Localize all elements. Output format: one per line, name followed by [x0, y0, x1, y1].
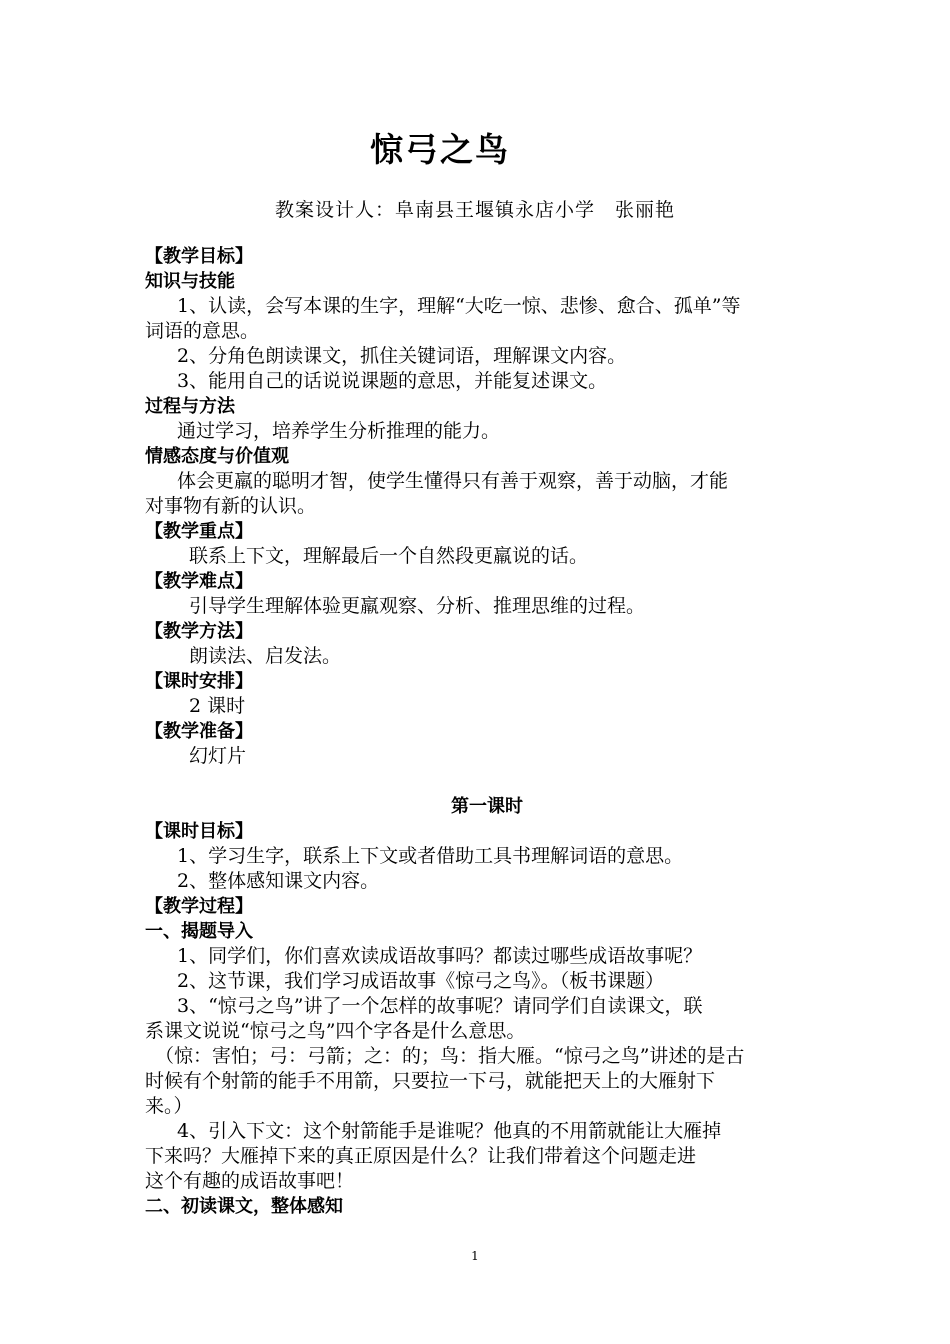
section-heading-schedule: 【课时安排】: [145, 671, 253, 692]
section-heading-methods: 【教学方法】: [145, 621, 253, 642]
paragraph-line: 来。）: [145, 1095, 193, 1117]
paragraph-line: 1、学习生字，联系上下文或者借助工具书理解词语的意思。: [177, 845, 684, 867]
paragraph-line: 2、这节课，我们学习成语故事《惊弓之鸟》。（板书课题）: [177, 970, 665, 992]
section-heading-teaching-process: 【教学过程】: [145, 896, 253, 917]
step-heading-first-reading: 二、初读课文，整体感知: [145, 1196, 343, 1217]
author-line: 教案设计人：阜南县王堰镇永店小学 张丽艳: [274, 199, 675, 221]
paragraph-line: 2 课时: [189, 695, 246, 717]
paragraph-line: 时候有个射箭的能手不用箭，只要拉一下弓，就能把天上的大雁射下: [145, 1070, 716, 1092]
paragraph-line: 3、“惊弓之鸟”讲了一个怎样的故事呢？请同学们自读课文，联: [177, 995, 703, 1017]
paragraph-line: （惊：害怕；弓：弓箭；之：的；鸟：指大雁。“惊弓之鸟”讲述的是古: [155, 1045, 745, 1067]
paragraph-line: 联系上下文，理解最后一个自然段更羸说的话。: [189, 545, 589, 567]
paragraph-line: 朗读法、启发法。: [189, 645, 342, 667]
paragraph-line: 词语的意思。: [145, 320, 260, 342]
paragraph-line: 引导学生理解体验更羸观察、分析、推理思维的过程。: [189, 595, 646, 617]
section-heading-difficulties: 【教学难点】: [145, 571, 253, 592]
paragraph-line: 3、能用自己的话说说课题的意思，并能复述课文。: [177, 370, 608, 392]
paragraph-line: 2、分角色朗读课文，抓住关键词语，理解课文内容。: [177, 345, 627, 367]
document-body: [145, 244, 809, 1219]
section-heading-lesson-goals: 【课时目标】: [145, 821, 253, 842]
paragraph-line: 通过学习，培养学生分析推理的能力。: [177, 420, 501, 442]
page-number: 1: [471, 1249, 479, 1263]
paragraph-line: 体会更羸的聪明才智，使学生懂得只有善于观察，善于动脑，才能: [177, 470, 729, 492]
section-heading-teaching-goals: 【教学目标】: [145, 246, 253, 267]
paragraph-line: 2、整体感知课文内容。: [177, 870, 380, 892]
subheading-process-methods: 过程与方法: [145, 396, 235, 417]
paragraph-line: 幻灯片: [189, 745, 247, 767]
section-heading-preparation: 【教学准备】: [145, 721, 253, 742]
step-heading-introduction: 一、揭题导入: [145, 921, 253, 942]
paragraph-line: 1、同学们，你们喜欢读成语故事吗？都读过哪些成语故事呢？: [177, 945, 703, 967]
paragraph-line: 对事物有新的认识。: [145, 495, 317, 517]
subheading-emotion-values: 情感态度与价值观: [145, 446, 289, 467]
lesson-heading: 第一课时: [451, 796, 523, 817]
subheading-knowledge-skills: 知识与技能: [145, 271, 235, 292]
paragraph-line: 4、引入下文：这个射箭能手是谁呢？他真的不用箭就能让大雁掉: [177, 1120, 722, 1142]
spacer: [145, 769, 809, 794]
paragraph-line: 下来吗？大雁掉下来的真正原因是什么？让我们带着这个问题走进: [145, 1145, 697, 1167]
paragraph-line: 系课文说说“惊弓之鸟”四个字各是什么意思。: [145, 1020, 526, 1042]
paragraph-line: 这个有趣的成语故事吧！: [145, 1170, 355, 1192]
paragraph-line: 1、认读，会写本课的生字，理解“大吃一惊、悲惨、愈合、孤单”等: [177, 295, 741, 317]
section-heading-key-points: 【教学重点】: [145, 521, 253, 542]
document-title: 惊弓之鸟: [370, 130, 510, 169]
